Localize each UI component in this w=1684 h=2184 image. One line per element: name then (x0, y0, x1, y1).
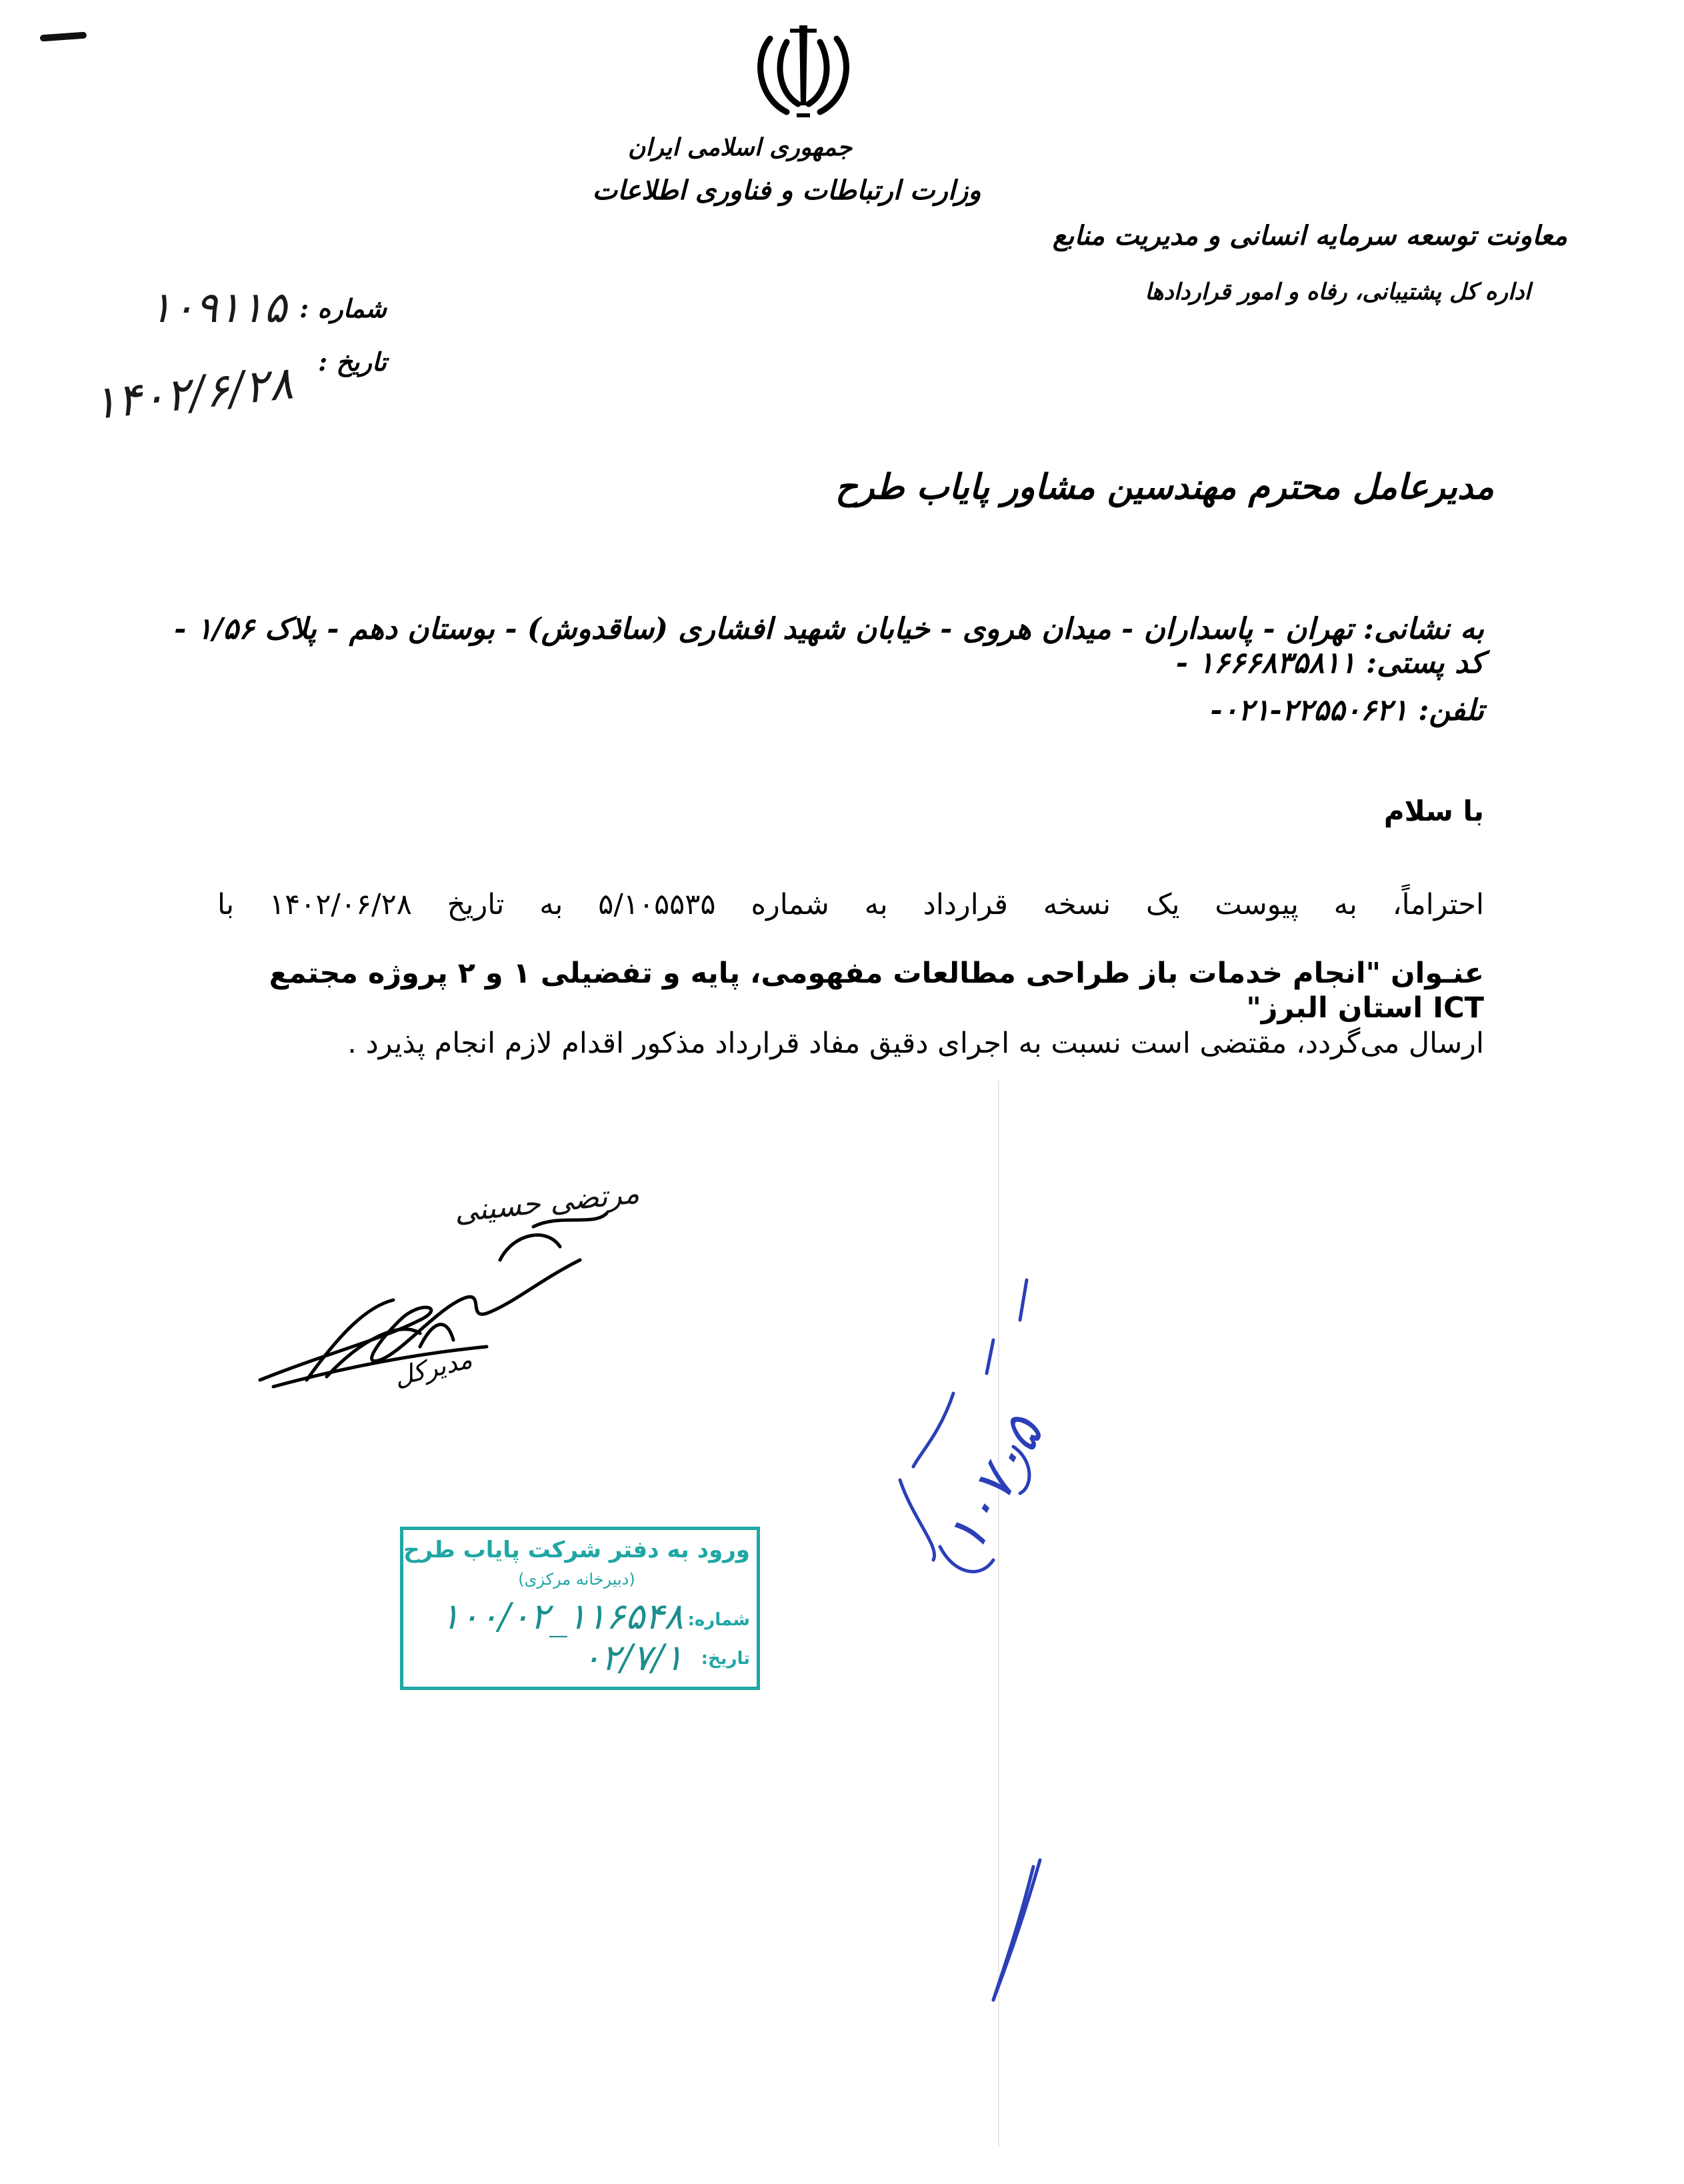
stamp-title: ورود به دفتر شرکت پایاب طرح (403, 1537, 750, 1563)
number-label: شماره : (299, 293, 387, 323)
stamp-number-value: ۱۰۰/۰۲_۱۱۶۵۴۸ (440, 1595, 683, 1637)
signer-name: مرتضی حسینی (452, 1176, 641, 1229)
letter-number: ۱۰۹۱۱۵ (149, 283, 287, 333)
signer-title: مدیرکل (391, 1344, 475, 1392)
department-name: اداره کل پشتیبانی، رفاه و امور قراردادها (1145, 279, 1531, 305)
recipient-phone: تلفن: ۲۲۵۵۰۶۲۱-۰۲۱- (1210, 693, 1484, 727)
government-name: جمهوری اسلامی ایران (627, 133, 853, 161)
receipt-stamp (400, 1527, 760, 1690)
stamp-number-label: شماره: (687, 1610, 750, 1630)
date-label: تاریخ : (318, 347, 387, 377)
blue-pen-number: ۱۰۷۰۵ (933, 1407, 1055, 1563)
greeting: با سلام (1383, 795, 1484, 827)
recipient-address: به نشانی: تهران - پاسداران - میدان هروی - خیابان شهید افشاری (ساقدوش) - بوستان دهم - پلاک ۱/۵۶ - کد پستی: ۱۶۶۶۸۳۵۸۱۱ - (174, 612, 1484, 680)
stamp-date-label: تاریخ: (701, 1649, 750, 1669)
ministry-name: وزارت ارتباطات و فناوری اطلاعات (592, 175, 981, 206)
letter-date: ۱۴۰۲/۶/۲۸ (89, 357, 296, 431)
iran-emblem-icon (750, 19, 857, 119)
recipient-name: مدیرعامل محترم مهندسین مشاور پایاب طرح (835, 467, 1494, 507)
body-paragraph-line: احتراماً، به پیوست یک نسخه قرارداد به شماره ۵/۱۰۵۵۳۵ به تاریخ ۱۴۰۲/۰۶/۲۸ با (217, 888, 1484, 921)
deputy-title: معاونت توسعه سرمایه انسانی و مدیریت منابع (1052, 220, 1567, 251)
scan-edge-mark (40, 32, 87, 42)
body-paragraph-line-subject: عنـوان "انجام خدمات باز طراحی مطالعات مفهومی، پایه و تفضیلی ۱ و ۲ پروژه مجتمع ICT استان البرز" (269, 957, 1484, 1025)
body-paragraph-line: ارسال می‌گردد، مقتضی است نسبت به اجرای دقیق مفاد قرارداد مذکور اقدام لازم انجام پذیرد . (347, 1027, 1484, 1060)
stamp-date-value: ۰۲/۷/۱ (581, 1637, 683, 1679)
stamp-subtitle: (دبیرخانه مرکزی) (518, 1570, 635, 1589)
